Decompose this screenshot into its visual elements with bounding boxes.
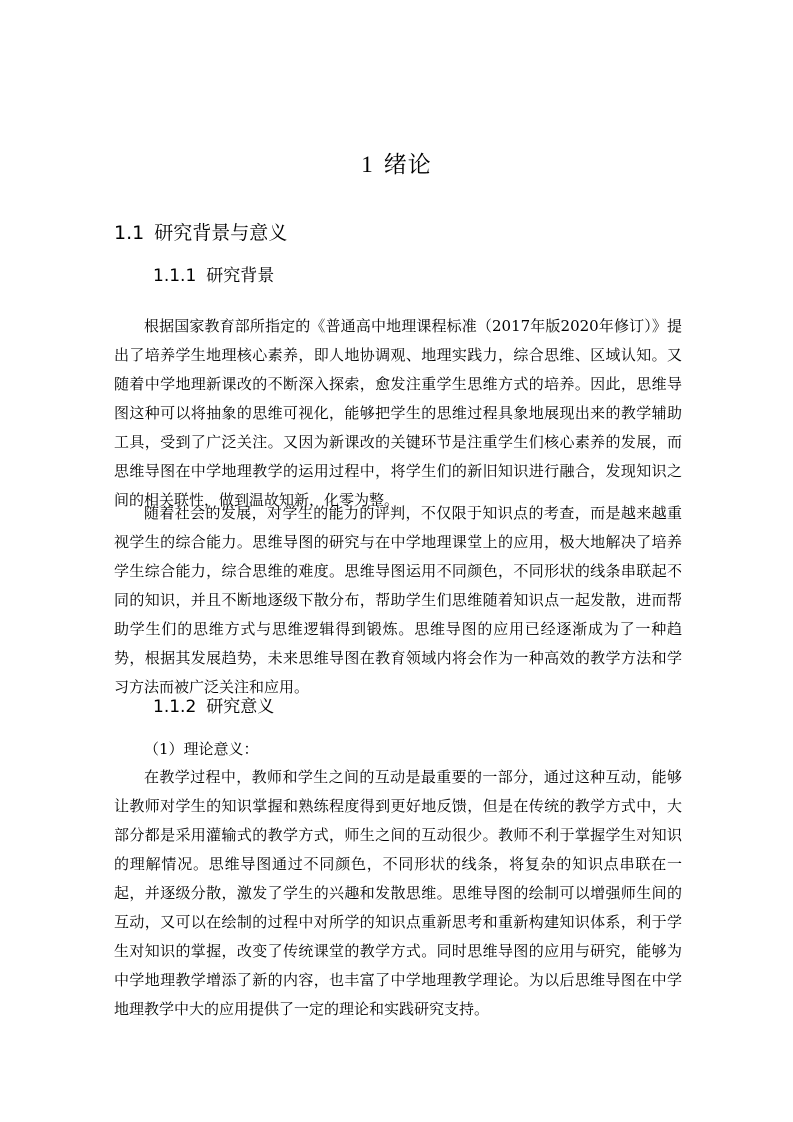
subsection-number: 1.1.2 <box>153 697 197 717</box>
subsection-title: 研究意义 <box>206 697 275 717</box>
chapter-title-text: 绪论 <box>383 152 432 178</box>
section-heading <box>114 218 287 248</box>
subsection-title: 研究背景 <box>206 266 275 286</box>
subsection-heading-significance <box>153 693 274 721</box>
chapter-title <box>0 148 793 182</box>
paragraph-theory-label: （1）理论意义： <box>144 740 259 758</box>
section-number: 1.1 <box>114 222 145 244</box>
paragraph-background-2: 随着社会的发展，对学生的能力的评判，不仅限于知识点的考查，而是越来越重视学生的综合能力。思维导图的研究与在中学地理课堂上的应用，极大地解决了培养学生综合能力，综合思维的难度。思维导图运用不同颜色，不同形状的线条串联起不同的知识，并且不断地逐级下散分布，帮助学生们思维随着知识点一起发散，进而帮助学生们的思维方式与思维逻辑得到锻炼。思维导图的应用已经逐渐成为了一种趋势，根据其发展趋势，未来思维导图在教育领域内将会作为一种高效的教学方法和学习方法而被广泛关注和应用。 <box>114 504 682 696</box>
subsection-number: 1.1.1 <box>153 266 197 286</box>
paragraph-background-1: 根据国家教育部所指定的《普通高中地理课程标准（2017年版2020年修订）》提出了培养学生地理核心素养，即人地协调观、地理实践力，综合思维、区域认知。又随着中学地理新课改的不断深入探索，愈发注重学生思维方式的培养。因此，思维导图这种可以将抽象的思维可视化，能够把学生的思维过程具象地展现出来的教学辅助工具，受到了广泛关注。又因为新课改的关键环节是注重学生们核心素养的发展，而思维导图在中学地理教学的运用过程中，将学生们的新旧知识进行融合，发现知识之间的相关联性，做到温故知新，化零为整。 <box>114 317 682 509</box>
subsection-heading-background <box>153 262 274 290</box>
section-title: 研究背景与意义 <box>154 222 288 244</box>
paragraph-theory-body: 在教学过程中，教师和学生之间的互动是最重要的一部分，通过这种互动，能够让教师对学生的知识掌握和熟练程度得到更好地反馈，但是在传统的教学方式中，大部分都是采用灌输式的教学方式，师生之间的互动很少。教师不利于掌握学生对知识的理解情况。思维导图通过不同颜色，不同形状的线条，将复杂的知识点串联在一起，并逐级分散，激发了学生的兴趣和发散思维。思维导图的绘制可以增强师生间的互动，又可以在绘制的过程中对所学的知识点重新思考和重新构建知识体系，利于学生对知识的掌握，改变了传统课堂的教学方式。同时思维导图的应用与研究，能够为中学地理教学增添了新的内容，也丰富了中学地理教学理论。为以后思维导图在中学地理教学中大的应用提供了一定的理论和实践研究支持。 <box>114 768 682 1018</box>
chapter-number: 1 <box>361 152 374 177</box>
